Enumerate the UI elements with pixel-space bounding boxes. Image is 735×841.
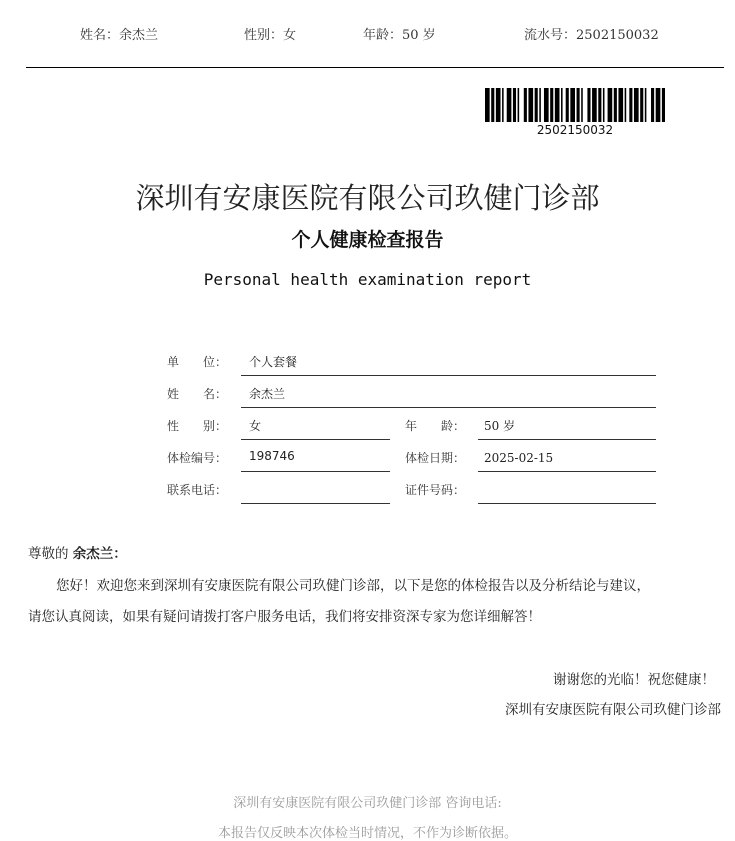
barcode-bar <box>625 88 627 122</box>
hospital-title: 深圳有安康医院有限公司玖健门诊部 <box>135 181 600 215</box>
barcode-bar <box>598 88 601 122</box>
barcode-bar <box>555 88 560 122</box>
header-serial: 流水号：2502150032 <box>524 28 659 43</box>
barcode-bar <box>634 88 639 122</box>
letter-thanks: 谢谢您的光临！祝您健康！ <box>553 672 715 688</box>
barcode-bar <box>587 88 590 122</box>
phone-underline <box>241 503 390 504</box>
exam-no-value: 198746 <box>249 449 295 463</box>
barcode-bar <box>645 88 647 122</box>
exam-no-underline <box>241 471 390 472</box>
barcode-bar <box>528 88 533 122</box>
footer-contact: 深圳有安康医院有限公司玖健门诊部 咨询电话: <box>233 796 502 811</box>
barcode-bar <box>502 88 504 122</box>
barcode-bar <box>524 88 527 122</box>
letter-line-1: 您好！欢迎您来到深圳有安康医院有限公司玖健门诊部，以下是您的体检报告以及分析结论与建议， <box>56 578 650 594</box>
barcode-bar <box>561 88 563 122</box>
barcode-bar <box>550 88 553 122</box>
barcode-bar <box>566 88 569 122</box>
barcode-bar <box>662 88 665 122</box>
age-label: 年 龄： <box>405 419 466 433</box>
greeting <box>28 542 127 562</box>
barcode-bar <box>629 88 632 122</box>
age-underline <box>478 439 656 440</box>
barcode-bar <box>518 88 520 122</box>
barcode-bar <box>651 88 654 122</box>
unit-value: 个人套餐 <box>249 355 298 369</box>
header-gender: 性别：女 <box>244 28 297 43</box>
exam-no-label: 体检编号： <box>167 451 228 465</box>
barcode-bar <box>608 88 613 122</box>
letter-line-2: 请您认真阅读，如果有疑问请拨打客户服务电话，我们将安排资深专家为您详细解答！ <box>28 609 541 625</box>
barcode-bar <box>618 88 623 122</box>
header-age: 年龄：50 岁 <box>363 28 436 43</box>
name-value: 余杰兰 <box>249 387 286 401</box>
id-label: 证件号码： <box>405 483 466 497</box>
greeting-prefix: 尊敬的 <box>28 546 69 562</box>
exam-date-value: 2025-02-15 <box>484 451 554 465</box>
barcode-bar <box>640 88 643 122</box>
header-name: 姓名：余杰兰 <box>80 28 159 43</box>
footer-disclaimer: 本报告仅反映本次体检当时情况，不作为诊断依据。 <box>217 826 517 841</box>
unit-underline <box>241 375 656 376</box>
greeting-name: 余杰兰： <box>72 546 127 562</box>
barcode-bar <box>656 88 661 122</box>
barcode-bar <box>513 88 516 122</box>
barcode-bar <box>507 88 512 122</box>
exam-date-underline <box>478 471 656 472</box>
name-underline <box>241 407 656 408</box>
header-divider <box>26 67 724 68</box>
barcode-bar <box>581 88 583 122</box>
id-underline <box>478 503 656 504</box>
phone-label: 联系电话： <box>167 483 228 497</box>
barcode-bar <box>570 88 575 122</box>
gender-value: 女 <box>249 419 262 433</box>
letter-signature: 深圳有安康医院有限公司玖健门诊部 <box>505 702 721 718</box>
barcode-bar <box>544 88 549 122</box>
gender-underline <box>241 439 390 440</box>
gender-label: 性 别： <box>167 419 228 433</box>
barcode-bar <box>535 88 538 122</box>
barcode-bar <box>491 88 494 122</box>
barcode-image <box>485 88 665 122</box>
unit-label: 单 位： <box>167 355 228 369</box>
report-title-cn: 个人健康检查报告 <box>291 229 444 251</box>
name-label: 姓 名： <box>167 387 228 401</box>
barcode-bar <box>496 88 501 122</box>
age-value: 50 岁 <box>484 419 516 433</box>
barcode-bar <box>614 88 617 122</box>
report-title-en: Personal health examination report <box>203 270 532 289</box>
barcode-bar <box>603 88 605 122</box>
barcode-bar <box>485 88 490 122</box>
barcode-number: 2502150032 <box>536 123 614 137</box>
exam-date-label: 体检日期： <box>405 451 466 465</box>
barcode-bar <box>539 88 541 122</box>
barcode-bar <box>592 88 597 122</box>
barcode-bar <box>577 88 580 122</box>
